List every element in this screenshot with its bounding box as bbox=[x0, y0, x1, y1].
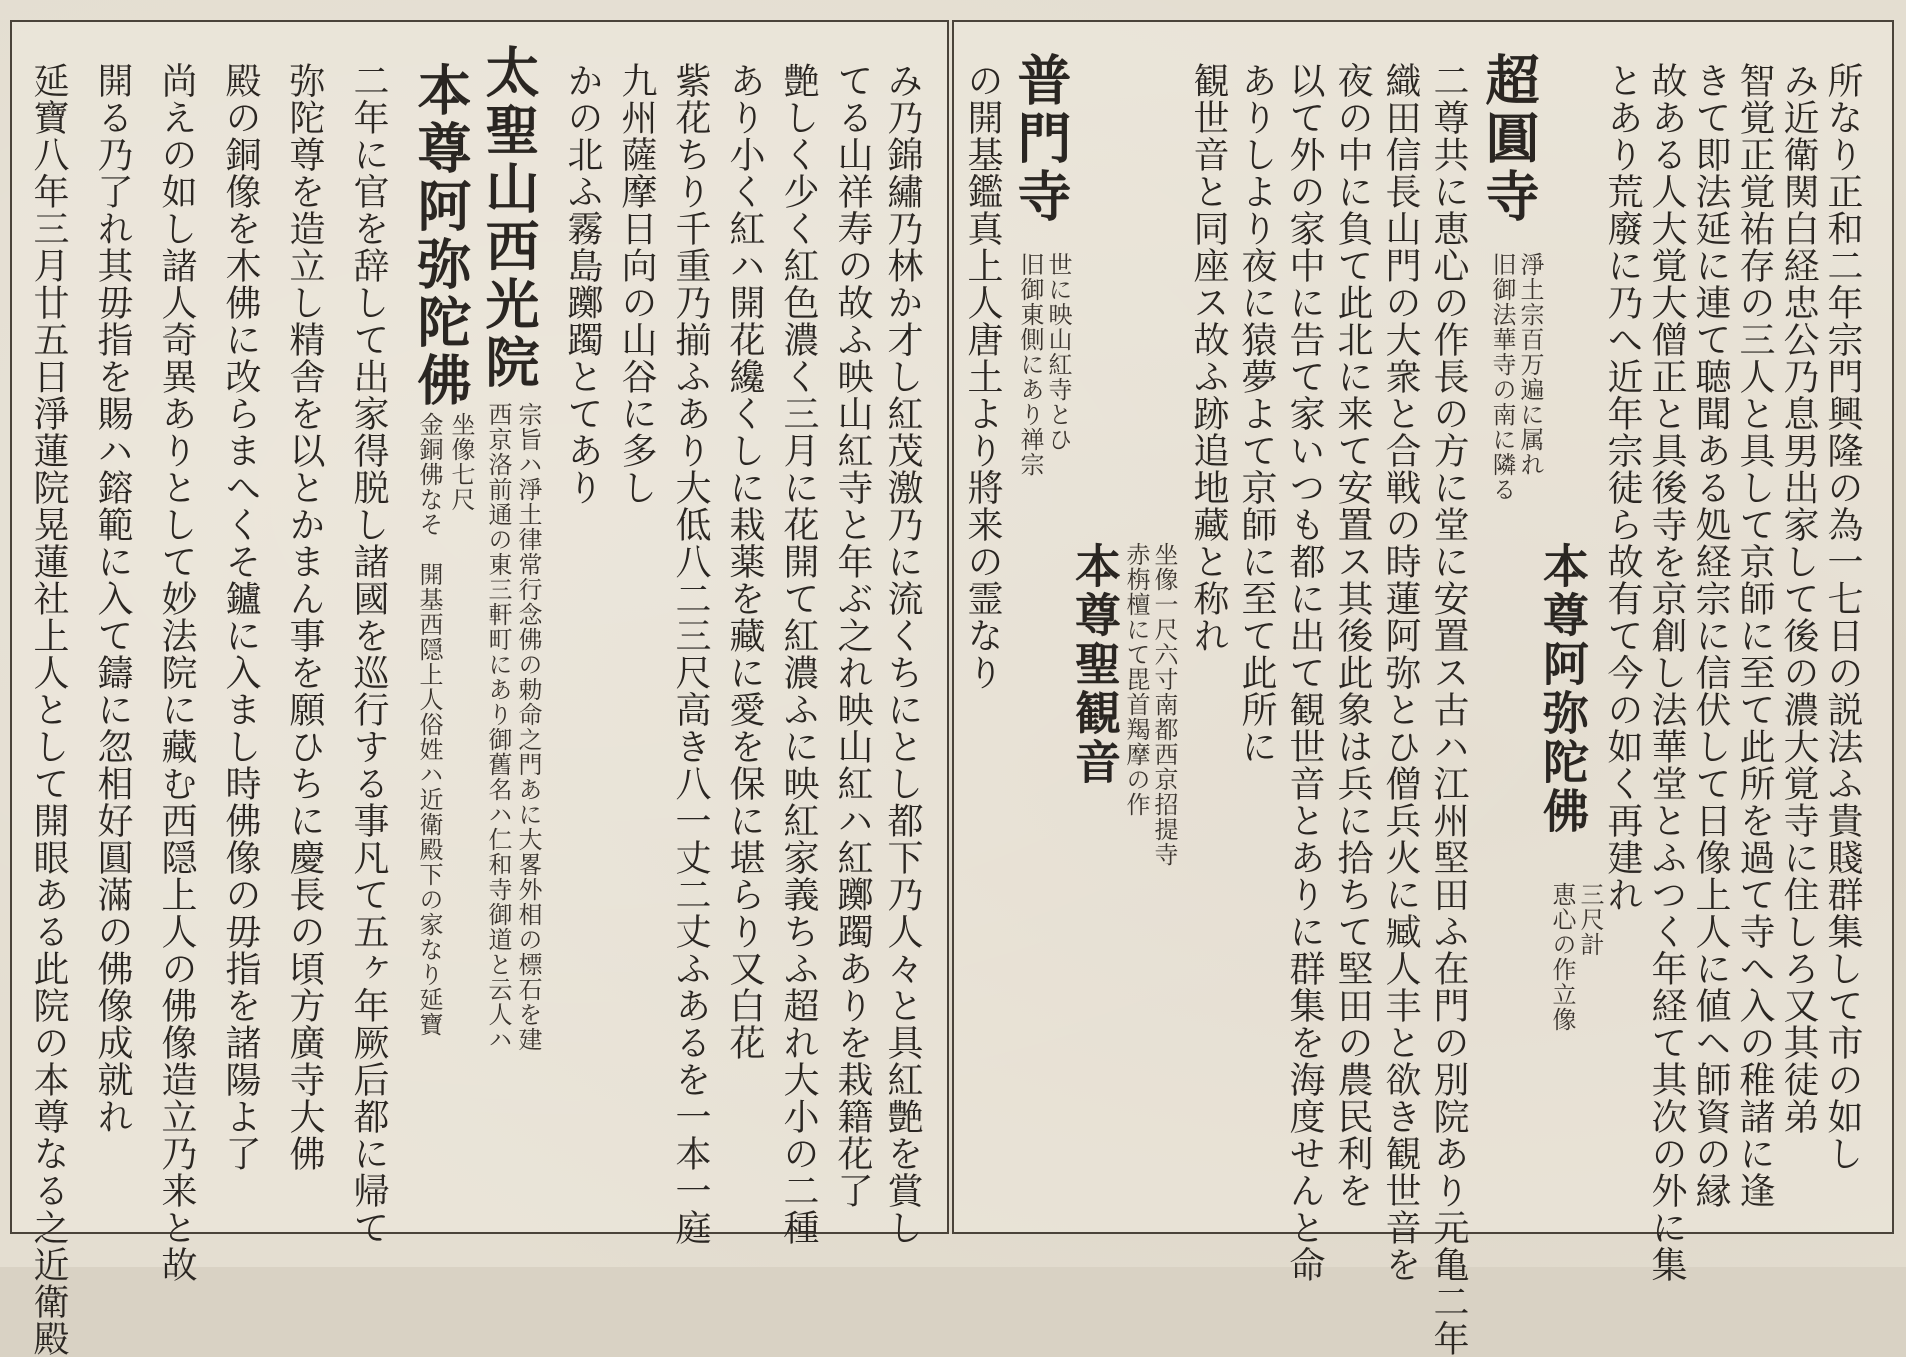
right-col-8: きて即法延に連て聴聞ある処経宗に信伏して日像上人に値ヘ師資の縁 bbox=[1690, 62, 1731, 1209]
right-heading-fumonji-note2: 世に映山紅寺とひ bbox=[1044, 252, 1072, 452]
left-col-8: 九州薩摩日向の山谷に多し bbox=[616, 62, 657, 506]
right-fumonji-honzon-note2: 坐像一尺六寸南都西京招提寺 bbox=[1150, 542, 1178, 867]
right-col-16: 観世音と同座ス故ふ跡追地藏と称れ bbox=[1188, 62, 1229, 654]
right-fumonji-honzon-note: 赤栴檀にて毘首羯摩の作 bbox=[1122, 542, 1150, 817]
left-col-4: 殿の銅像を木佛に改らまへくそ鑪に入まし時佛像の毋指を諸陽よ了 bbox=[220, 62, 261, 1172]
right-choenji-honzon-note: 恵心の作立像 bbox=[1548, 882, 1576, 1032]
right-heading-choenji-note: 旧御法華寺の南に隣る bbox=[1488, 252, 1516, 502]
left-heading-honzon-note: 金銅佛なそ 開基西隠上人俗姓ハ近衛殿下の家なり延寶 bbox=[415, 412, 443, 1037]
left-col-10: あり小く紅ハ開花纔くしに栽薬を藏に愛を保に堪らり又白花 bbox=[724, 62, 765, 1061]
right-fumonji-honzon: 本尊聖観音 bbox=[1068, 542, 1122, 787]
right-col-12: 織田信長山門の大衆と合戦の時蓮阿弥とひ僧兵火に臧人丰と欲き観世音を bbox=[1380, 62, 1421, 1283]
left-col-1: 延寶八年三月廿五日淨蓮院晃蓮社上人として開眼ある此院の本尊なる之近衛殿 bbox=[28, 62, 69, 1357]
left-col-13: み乃錦繡乃林か才し紅茂激乃に流くちにとし都下乃人々と具紅艶を賞し bbox=[882, 62, 923, 1246]
right-heading-fumonji-note: 旧御東側にあり禅宗 bbox=[1016, 252, 1044, 477]
right-col-10: とあり荒廢に乃へ近年宗徒ら故有て今の如く再建れ bbox=[1602, 62, 1643, 913]
left-col-9: 紫花ちり千重乃揃ふあり大低八二三尺高き八一丈二丈ふあるを一本一庭 bbox=[670, 62, 711, 1246]
right-heading-choenji: 超圓寺 bbox=[1477, 52, 1541, 226]
left-col-6: 二年に官を辞して出家得脱し諸國を巡行する事凡て五ヶ年厥后都に帰て bbox=[348, 62, 389, 1246]
left-heading-honzon: 本尊阿弥陀佛 bbox=[409, 62, 473, 410]
left-col-5: 弥陀尊を造立し精舎を以とかまん事を願ひちに慶長の頃方廣寺大佛 bbox=[284, 62, 325, 1172]
left-col-11: 艶しく少く紅色濃く三月に花開て紅濃ふに映紅家義ちふ超れ大小の二種 bbox=[778, 62, 819, 1246]
right-col-11: 二尊共に恵心の作長の方に堂に安置ス古ハ江州堅田ふ在門の別院あり元亀二年 bbox=[1428, 62, 1469, 1357]
right-heading-fumonji: 普門寺 bbox=[1009, 52, 1073, 226]
right-col-5: 所なり正和二年宗門興隆の為一七日の説法ふ貴賤群集して市の如し bbox=[1822, 62, 1863, 1172]
right-col-17: の開基鑑真上人唐土より將来の霊なり bbox=[962, 62, 1003, 691]
left-heading-saikoin-note: 西京洛前通の東三軒町にあり御舊名ハ仁和寺御道と云人ハ bbox=[484, 402, 512, 1052]
left-heading-saikoin-note2: 宗旨ハ淨土律常行念佛の勅命之門あに大畧外相の標石を建 bbox=[514, 402, 542, 1052]
right-col-13: 夜の中に負て此北に来て安置ス其後此象は兵に拾ちて堅田の農民利を bbox=[1332, 62, 1373, 1209]
left-col-3: 尚えの如し諸人奇異ありとして妙法院に藏む西隠上人の佛像造立乃来と故 bbox=[156, 62, 197, 1283]
right-col-9: 故ある人大覚大僧正と具後寺を京創し法華堂とふつく年経て其次の外に集 bbox=[1646, 62, 1687, 1283]
right-col-6: み近衛関白経忠公乃息男出家して後の濃大覚寺に住しろ又其徒弟 bbox=[1778, 62, 1819, 1135]
left-col-7: かの北ふ霧島躑躅とてあり bbox=[562, 62, 603, 506]
right-heading-choenji-note2: 淨土宗百万遍に属れ bbox=[1516, 252, 1544, 477]
left-heading-saikoin: 太聖山西光院 bbox=[477, 44, 541, 392]
right-choenji-honzon: 本尊阿弥陀佛 bbox=[1536, 542, 1590, 836]
left-col-12: てる山祥寿の故ふ映山紅寺と年ぶ之れ映山紅ハ紅躑躅ありを栽籍花了 bbox=[832, 62, 873, 1209]
right-col-14: 以て外の家中に告て家いつも都に出て観世音とありに群集を海度せんと命 bbox=[1284, 62, 1325, 1283]
left-col-2: 開る乃了れ其毋指を賜ハ鎔範に入て鑄に忽相好圓滿の佛像成就れ bbox=[92, 62, 133, 1135]
right-col-7: 智覚正覚祐存の三人と具して京師に至て此所を過て寺へ入の稚諸に逢 bbox=[1734, 62, 1775, 1209]
right-col-15: ありしより夜に猿夢よて京師に至て此所に bbox=[1236, 62, 1277, 765]
left-heading-honzon-sub: 坐像七尺 bbox=[447, 412, 475, 512]
right-page bbox=[952, 20, 1894, 1357]
left-page bbox=[10, 20, 949, 1357]
right-choenji-honzon-note2: 三尺計 bbox=[1576, 882, 1604, 957]
